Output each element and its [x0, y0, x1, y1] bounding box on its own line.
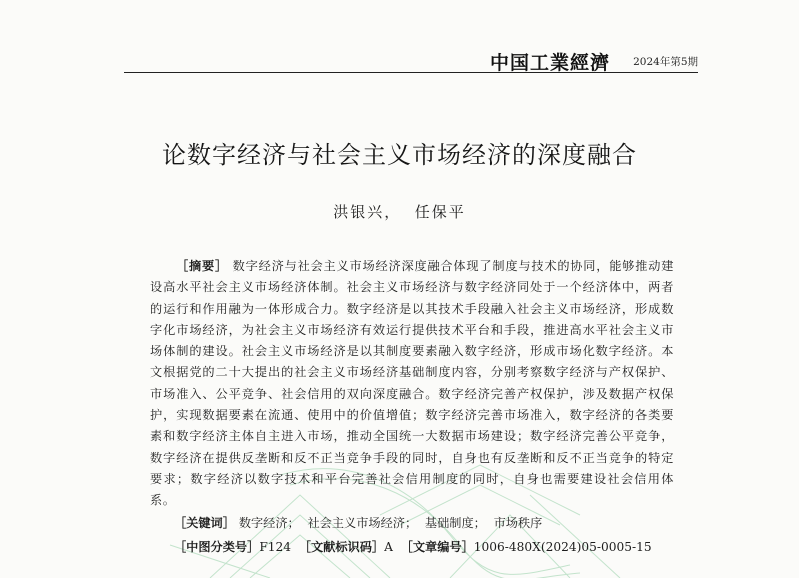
article-no-label: ［文章编号］ [400, 540, 474, 554]
issue-number: 2024年第5期 [633, 56, 698, 68]
article-title: 论数字经济与社会主义市场经济的深度融合 [162, 141, 637, 169]
clc-label: ［中图分类号］ [174, 540, 260, 554]
article-authors: 洪银兴， 任保平 [333, 203, 466, 221]
abstract-label: ［摘要］ [176, 259, 228, 273]
keywords [174, 514, 674, 531]
journal-name: 中国工業經濟 [489, 52, 610, 74]
article-no-value: 1006-480X(2024)05-0005-15 [473, 540, 652, 554]
page-header [124, 48, 698, 73]
doc-code-value: A [384, 540, 393, 554]
classification-line [174, 538, 694, 555]
doc-code-label: ［文献标识码］ [298, 540, 385, 554]
clc-value: F124 [259, 540, 292, 554]
abstract [150, 256, 674, 512]
abstract-text: 数字经济与社会主义市场经济深度融合体现了制度与技术的协同，能够推动建设高水平社会主义市场经济体制。社会主义市场经济与数字经济同处于一个经济体中，两者的运行和作用融为一体形成合力。数字经济是以其技术手段融入社会主义市场经济，形成数字化市场经济，为社会主义市场经济有效运行提供技术平台和手段，推进高水平社会主义市场体制的建设。社会主义市场经济是以其制度要素融入数字经济，形成市场化数字经济。本文根据党的二十大提出的社会主义市场经济基础制度内容，分别考察数字经济与产权保护、市场准入、公平竞争、社会信用的双向深度融合。数字经济完善产权保护，涉及数据产权保护，实现数据要素在流通、使用中的价值增值；数字经济完善市场准入，数字经济的各类要素和数字经济主体自主进入市场，推动全国统一大数据市场建设；数字经济完善公平竞争，数字经济在提供反垄断和反不正当竞争手段的同时，自身也有反垄断和反不正当竞争的特定要求；数字经济以数字技术和平台完善社会信用制度的同时，自身也需要建设社会信用体系。 [150, 259, 674, 508]
keywords-label: ［关键词］ [174, 516, 235, 530]
keywords-text: 数字经济； 社会主义市场经济； 基础制度； 市场秩序 [238, 516, 543, 530]
